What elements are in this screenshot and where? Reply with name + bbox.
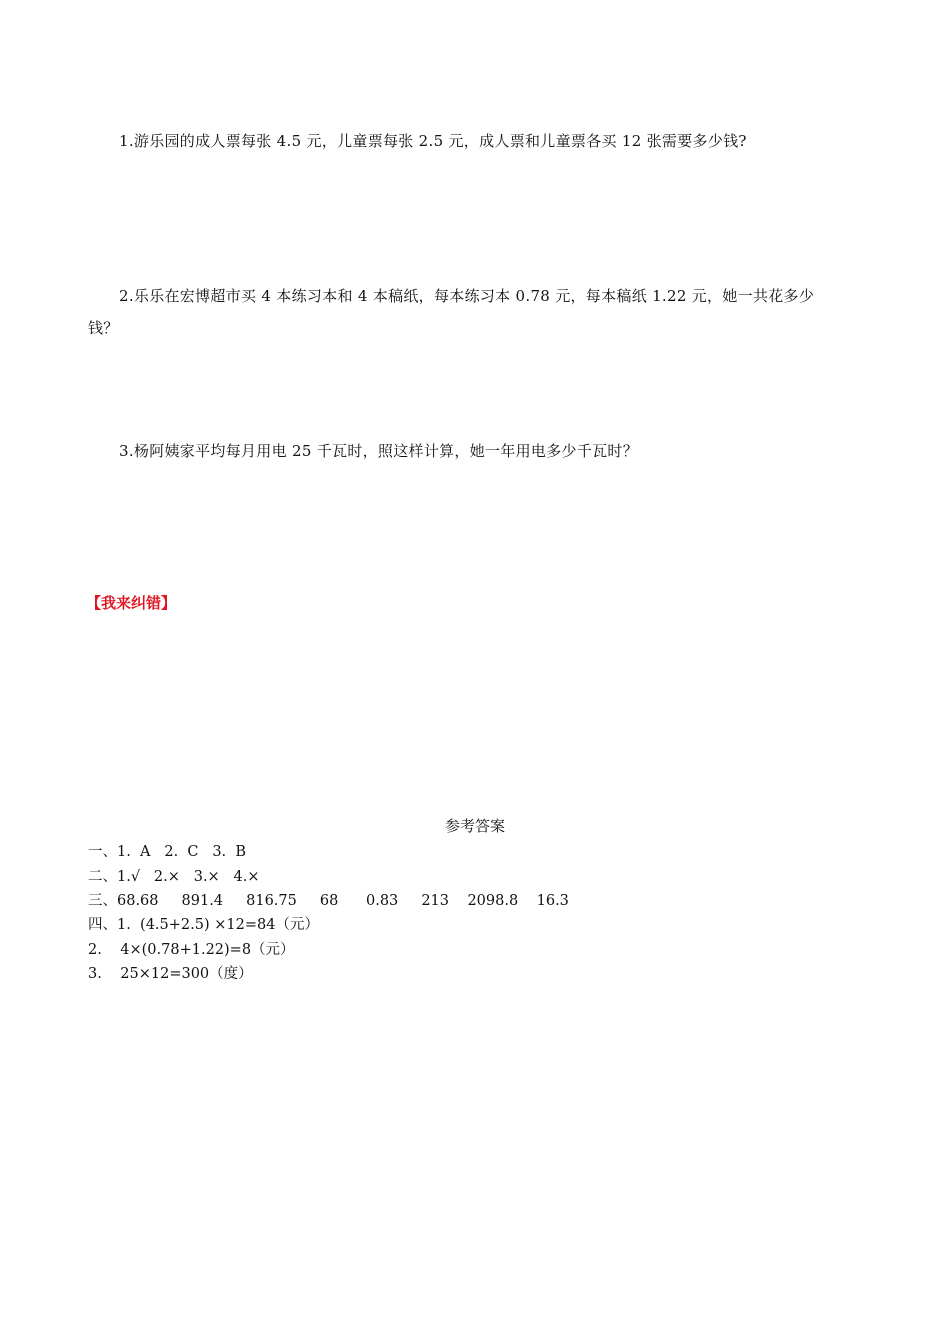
answer-line-5: 2. 4×(0.78+1.22)=8（元）: [88, 942, 295, 958]
answer-line-3: 三、68.68 891.4 816.75 68 0.83 213 2098.8 16.3: [88, 893, 569, 909]
question-2-continuation: 钱？: [88, 319, 119, 337]
answers-title: 参考答案: [444, 817, 505, 835]
question-3: 3.杨阿姨家平均每月用电 25 千瓦时，照这样计算，她一年用电多少千瓦时？: [119, 442, 639, 460]
answer-line-1: 一、1. A 2. C 3. B: [88, 844, 247, 860]
answer-line-2: 二、1.√ 2.× 3.× 4.×: [88, 869, 260, 885]
question-1: 1.游乐园的成人票每张 4.5 元，儿童票每张 2.5 元，成人票和儿童票各买 12 张需要多少钱?: [119, 132, 747, 150]
question-2: 2.乐乐在宏博超市买 4 本练习本和 4 本稿纸，每本练习本 0.78 元，每本稿纸 1.22 元，她一共花多少: [119, 287, 815, 305]
correction-section-title: 【我来纠错】: [86, 594, 177, 612]
answer-line-6: 3. 25×12=300（度）: [88, 966, 253, 982]
answer-line-4: 四、1. (4.5+2.5) ×12=84（元）: [88, 917, 319, 933]
